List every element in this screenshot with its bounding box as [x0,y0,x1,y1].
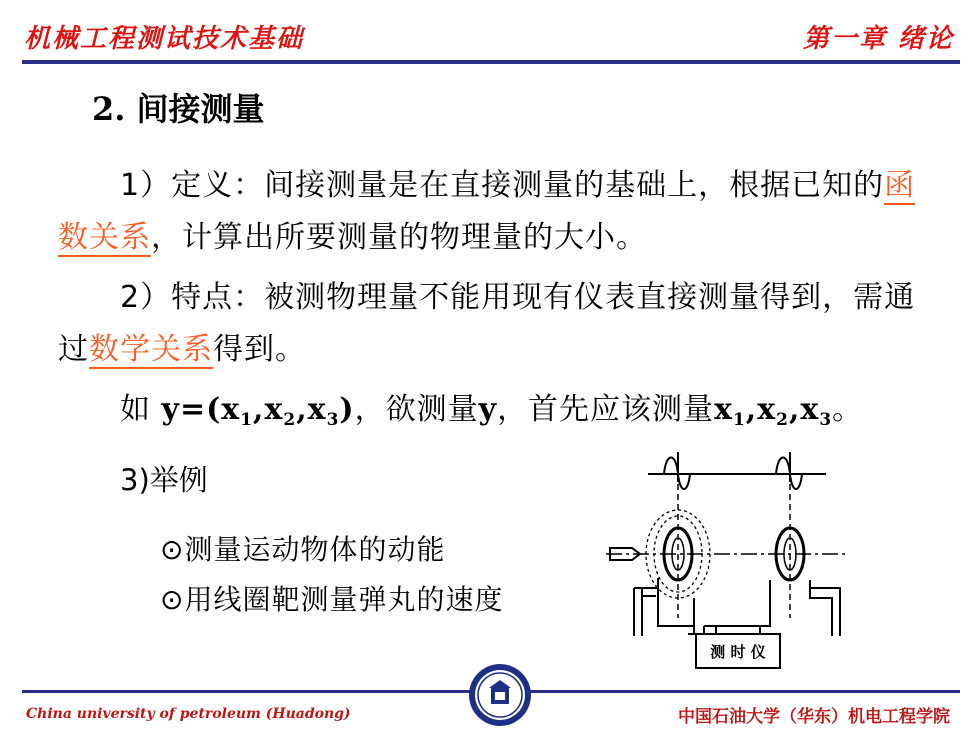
formula-x2: ,x [745,392,777,427]
formula-comma-1: ,x [253,392,284,427]
university-name-en: China university of petroleum (Huadong) [26,706,351,722]
section-title [92,84,265,130]
header-divider [22,60,960,64]
feature-tail: 得到。 [213,332,306,367]
formula-y: y [478,392,498,427]
definition-highlight: 函数关系 [58,168,916,255]
examples-title: 3)举例 [120,463,208,497]
formula-sub-3: 3 [326,410,340,430]
example-item-kinetic-energy: ⊙测量运动物体的动能 [160,533,446,566]
section-name: 间接测量 [136,90,265,128]
formula-prefix: 如 [120,392,162,427]
formula-y-eq: y=(x [161,392,241,427]
formula-x1: x [714,392,733,427]
university-name-cn: 中国石油大学（华东）机电工程学院 [678,707,950,727]
example-item-bullet-speed: ⊙用线圈靶测量弹丸的速度 [160,583,504,616]
definition-lead: 1）定义：间接测量是在直接测量的基础上，根据已知的 [120,168,885,203]
definition-paragraph [58,160,928,264]
formula-x1-sub: 1 [732,410,746,430]
formula-close: ) [339,392,355,427]
formula-sub-1: 1 [240,410,254,430]
formula-sub-2: 2 [283,410,297,430]
example-formula [120,384,960,446]
feature-lead: 2）特点：被测物理量不能用现有仪表直接测量得到，需通过 [58,280,916,367]
feature-highlight: 数学关系 [89,332,213,367]
formula-comma-2: ,x [296,392,327,427]
formula-mid2: ，首先应该测量 [497,392,715,427]
feature-paragraph [58,272,928,376]
section-number: 2. [92,90,126,128]
formula-x3-sub: 3 [819,410,833,430]
timer-label: 测 时 仪 [710,643,766,661]
university-seal-icon [467,662,533,728]
coil-target-diagram [596,448,860,676]
frame-right [810,580,840,636]
formula-x2-sub: 2 [776,410,789,430]
chapter-title: 第一章 绪论 [802,24,954,54]
frame-left [634,578,658,636]
formula-end: 。 [832,392,864,427]
definition-tail: ，计算出所要测量的物理量的大小。 [151,220,647,255]
formula-mid: ，欲测量 [354,392,479,427]
formula-x3: ,x [788,392,820,427]
course-title: 机械工程测试技术基础 [24,24,305,54]
